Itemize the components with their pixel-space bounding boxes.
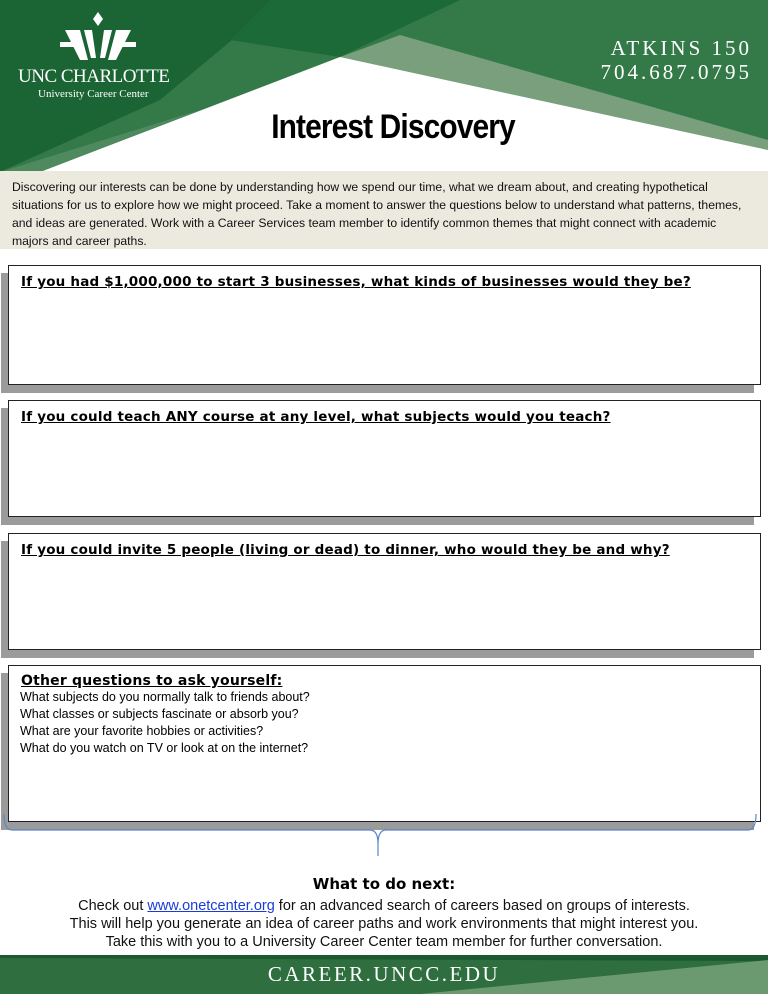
list-item: What are your favorite hobbies or activities? <box>20 724 264 738</box>
next-line-2: This will help you generate an idea of career paths and work environments that might interest you. <box>69 916 699 932</box>
next-line-3: Take this with you to a University Career Center team member for further conversation. <box>105 934 663 950</box>
question-box-1[interactable] <box>8 265 761 385</box>
list-item: What classes or subjects fascinate or absorb you? <box>20 707 299 721</box>
contact-info <box>601 36 753 84</box>
question-1: If you had $1,000,000 to start 3 businesses, what kinds of businesses would they be? <box>21 274 691 290</box>
page-title: Interest Discovery <box>271 108 515 146</box>
onetcenter-link[interactable]: www.onetcenter.org <box>147 898 275 914</box>
list-item: What subjects do you normally talk to friends about? <box>20 690 310 704</box>
next-steps-text <box>0 897 768 951</box>
list-item: What do you watch on TV or look at on the internet? <box>20 741 309 755</box>
other-questions-heading: Other questions to ask yourself: <box>21 673 283 689</box>
question-3: If you could invite 5 people (living or dead) to dinner, who would they be and why? <box>21 542 670 558</box>
other-questions-list <box>9 689 760 757</box>
next-line-1-pre: Check out <box>78 898 148 914</box>
phone-number: 704.687.0795 <box>600 60 752 84</box>
footer-url: CAREER.UNCC.EDU <box>267 962 501 986</box>
question-box-3[interactable] <box>8 533 761 650</box>
question-box-2[interactable] <box>8 400 761 517</box>
logo-subtitle: University Career Center <box>38 88 149 100</box>
next-line-1-post: for an advanced search of careers based on groups of interests. <box>274 898 690 914</box>
office-location: ATKINS 150 <box>610 36 752 60</box>
other-questions-box[interactable] <box>8 665 761 822</box>
question-2: If you could teach ANY course at any level, what subjects would you teach? <box>21 409 611 425</box>
brace-divider <box>0 812 768 862</box>
next-steps-heading: What to do next: <box>312 875 456 893</box>
intro-paragraph: Discovering our interests can be done by understanding how we spend our time, what we dream about, and creating hypothetical situations for us to explore how we might proceed. Take a moment to answer the questions below to understand what patterns, themes, and ideas are generated. Work with a Career Services team member to identify common themes that might connect with academic majors and career paths. <box>0 171 768 249</box>
logo-name: UNC CHARLOTTE <box>18 66 170 87</box>
